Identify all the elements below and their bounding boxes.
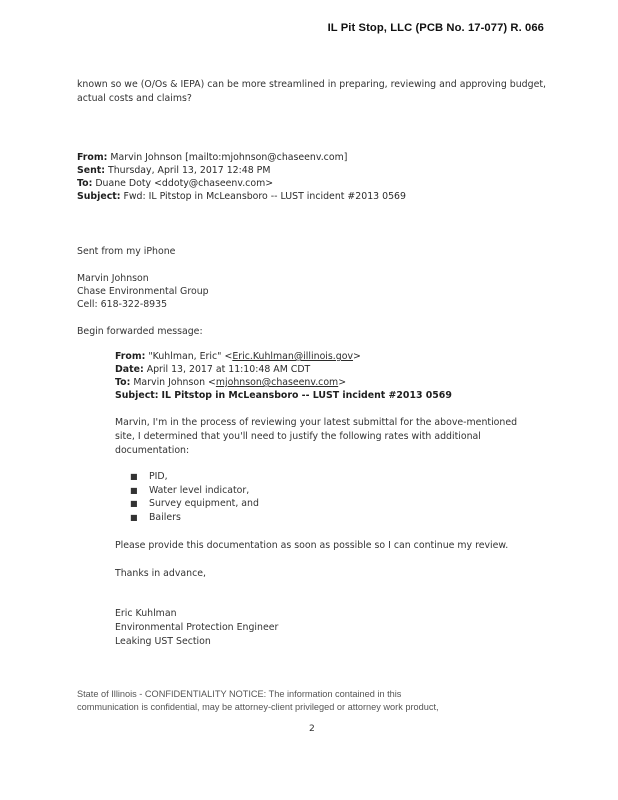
orig-to-email-link[interactable]: mjohnson@chaseenv.com <box>215 377 339 388</box>
body-line-2: site, I determined that you'll need to justify the following rates with additional <box>115 431 481 442</box>
page-number: 2 <box>309 723 315 734</box>
signature1-cell: Cell: 618-322-8935 <box>77 299 168 310</box>
orig-date-label: Date: <box>115 364 144 375</box>
rate-list <box>130 470 259 524</box>
signature1-name: Marvin Johnson <box>77 273 149 284</box>
fwd-subject-row <box>77 191 406 204</box>
fwd-from-value: Marvin Johnson [mailto:mjohnson@chaseenv.com] <box>110 152 348 163</box>
signature1-org: Chase Environmental Group <box>77 286 209 297</box>
orig-from-email-link[interactable]: Eric.Kuhlman@illinois.gov <box>232 351 354 362</box>
fwd-sent-value: Thursday, April 13, 2017 12:48 PM <box>108 165 271 176</box>
orig-subject-label: Subject: <box>115 390 159 401</box>
fwd-from-label: From: <box>77 152 108 163</box>
orig-subject-row <box>115 390 452 403</box>
confidentiality-notice <box>77 688 439 713</box>
fwd-to-row <box>77 178 273 191</box>
bates-stamp: IL Pit Stop, LLC (PCB No. 17-077) R. 066 <box>327 22 544 34</box>
orig-subject-value: IL Pitstop in McLeansboro -- LUST incident #2013 0569 <box>161 390 452 401</box>
fwd-subject-value: Fwd: IL Pitstop in McLeansboro -- LUST incident #2013 0569 <box>123 191 406 202</box>
orig-date-row <box>115 364 310 377</box>
list-item: ■ Survey equipment, and <box>130 498 259 510</box>
orig-from-name: "Kuhlman, Eric" < <box>148 351 233 362</box>
body-thanks: Thanks in advance, <box>115 568 207 579</box>
list-item: ■ Water level indicator, <box>130 484 250 496</box>
notice-line-2: communication is confidential, may be attorney-client privileged or attorney work product, <box>77 701 439 712</box>
body-line-1: Marvin, I'm in the process of reviewing your latest submittal for the above-mentioned <box>115 417 518 428</box>
signature2-title: Environmental Protection Engineer <box>115 622 279 633</box>
orig-date-value: April 13, 2017 at 11:10:48 AM CDT <box>146 364 311 375</box>
begin-forwarded: Begin forwarded message: <box>77 326 203 337</box>
intro-line-2: actual costs and claims? <box>77 93 192 104</box>
fwd-to-value: Duane Doty <ddoty@chaseenv.com> <box>95 178 274 189</box>
list-item: ■ PID, <box>130 471 168 482</box>
fwd-sent-row <box>77 165 270 178</box>
fwd-from-row <box>77 152 347 165</box>
orig-from-end: > <box>353 351 361 362</box>
signature2-section: Leaking UST Section <box>115 636 211 647</box>
fwd-sent-label: Sent: <box>77 165 106 176</box>
orig-to-end: > <box>338 377 347 388</box>
fwd-subject-label: Subject: <box>77 191 121 202</box>
fwd-to-label: To: <box>77 178 93 189</box>
intro-line-1: known so we (O/Os & IEPA) can be more streamlined in preparing, reviewing and approving budget, <box>77 79 546 90</box>
orig-to-name: Marvin Johnson < <box>133 377 216 388</box>
list-item: ■ Bailers <box>130 511 181 523</box>
signature2-name: Eric Kuhlman <box>115 608 177 619</box>
body-request: Please provide this documentation as soon as possible so I can continue my review. <box>115 540 509 551</box>
orig-to-label: To: <box>115 377 131 388</box>
body-line-3: documentation: <box>115 445 190 456</box>
bullet-icon: ■ <box>130 512 138 522</box>
bullet-icon: ■ <box>130 485 138 495</box>
orig-to-row <box>115 377 346 390</box>
bullet-icon: ■ <box>130 499 138 509</box>
orig-from-label: From: <box>115 351 146 362</box>
bullet-icon: ■ <box>130 472 138 481</box>
notice-line-1: State of Illinois - CONFIDENTIALITY NOTICE: The information contained in this <box>77 689 402 699</box>
sent-from-iphone: Sent from my iPhone <box>77 246 176 257</box>
orig-from-row <box>115 351 361 364</box>
